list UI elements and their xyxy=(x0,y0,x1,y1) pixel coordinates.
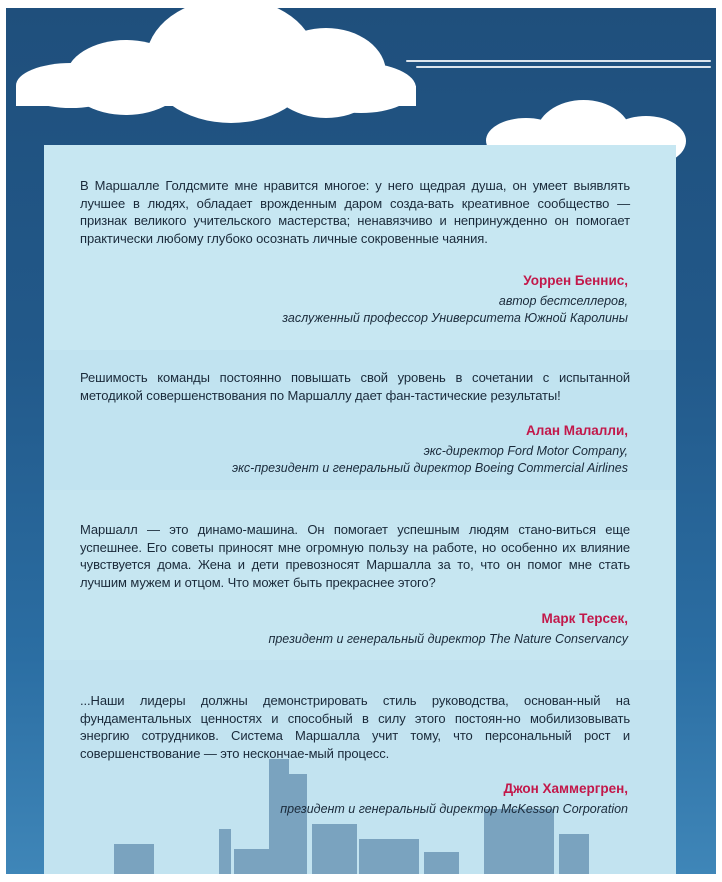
sky-streak xyxy=(406,60,711,62)
quote-author-role: президент и генеральный директор McKesson Corporation xyxy=(280,802,628,816)
quote-author-role: президент и генеральный директор The Nature Conservancy xyxy=(268,632,628,646)
quote-author-role: заслуженный профессор Университета Южной Каролины xyxy=(282,311,628,325)
quote-author: Алан Малалли, xyxy=(526,423,628,438)
quote-author: Марк Терсек, xyxy=(541,611,628,626)
quote-author-role: экс-директор Ford Motor Company, xyxy=(423,444,628,458)
poster-background xyxy=(6,8,716,874)
quote-author: Джон Хаммергрен, xyxy=(503,781,628,796)
quote-author-role: автор бестселлеров, xyxy=(498,294,628,308)
quote-author-role: экс-президент и генеральный директор Boeing Commercial Airlines xyxy=(232,461,628,475)
quote-text: ...Наши лидеры должны демонстрировать стиль руководства, основан-ный на фундаментальных ценностях и способный в силу этого постоян-но мобилизовывать энергию сотрудников. Система Маршалла учит тому, что персональный рост и совершенствование — это нескончае-мый процесс. xyxy=(80,693,630,761)
sky-streak xyxy=(416,66,711,68)
quote-text: Решимость команды постоянно повышать свой уровень в сочетании с испытанной методикой совершенствования по Маршаллу дает фан-тастические результаты! xyxy=(80,370,630,403)
quote-text: Маршалл — это динамо-машина. Он помогает успешным людям стано-виться еще успешнее. Его советы приносят мне огромную пользу на работе, но особенно их влияние чувствуется дома. Жена и дети превозносят Маршалла за то, что он помог мне стать лучшим мужем и отцом. Что может быть прекраснее этого? xyxy=(80,522,630,590)
quote-text: В Маршалле Голдсмите мне нравится многое: у него щедрая душа, он умеет выявлять лучшее в людях, обладает врожденным даром созда-вать креативное сообщество — признак великого учительского мастерства; ненавязчиво и непринужденно он помогает практически любому глубоко осознать личные сокровенные чаяния. xyxy=(80,178,630,246)
quotes-panel xyxy=(44,145,676,874)
quote-author: Уоррен Беннис, xyxy=(523,273,628,288)
